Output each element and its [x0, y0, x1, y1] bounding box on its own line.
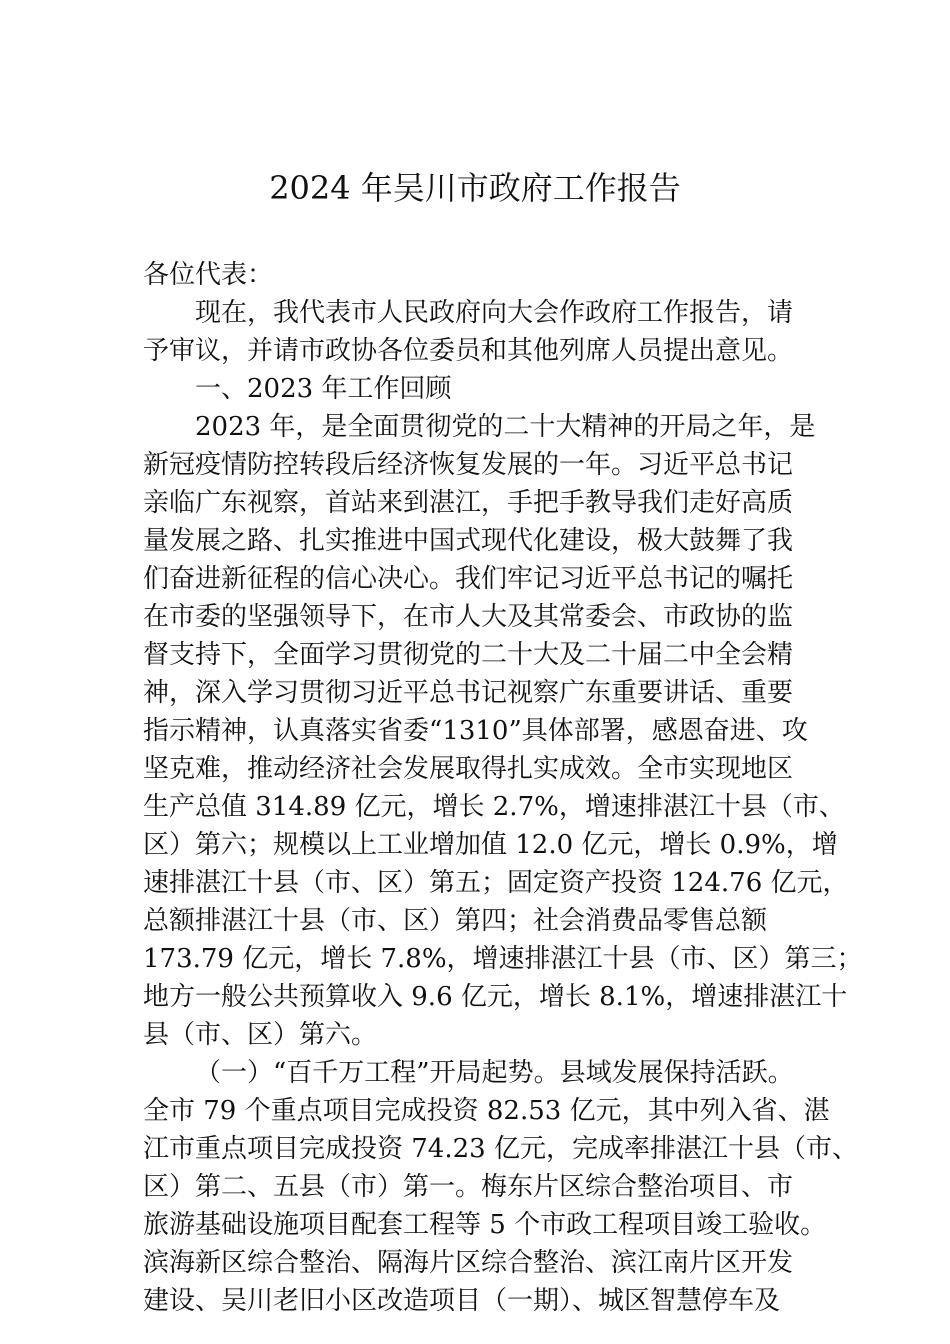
paragraph-line: 地方一般公共预算收入 9.6 亿元，增长 8.1%，增速排湛江十: [143, 982, 848, 1012]
paragraph-line: 亲临广东视察，首站来到湛江，手把手教导我们走好高质: [143, 488, 794, 518]
paragraph-line: 在市委的坚强领导下，在市人大及其常委会、市政协的监: [143, 602, 794, 632]
paragraph-line: 予审议，并请市政协各位委员和其他列席人员提出意见。: [143, 336, 794, 366]
paragraph-line: 坚克难，推动经济社会发展取得扎实成效。全市实现地区: [143, 754, 794, 784]
document-title: 2024 年吴川市政府工作报告: [269, 169, 681, 207]
paragraph-line: 旅游基础设施项目配套工程等 5 个市政工程项目竣工验收。: [143, 1210, 827, 1240]
paragraph-line: 滨海新区综合整治、隔海片区综合整治、滨江南片区开发: [143, 1248, 794, 1278]
paragraph-line: 量发展之路、扎实推进中国式现代化建设，极大鼓舞了我: [143, 526, 794, 556]
paragraph-line: 全市 79 个重点项目完成投资 82.53 亿元，其中列入省、湛: [143, 1096, 830, 1126]
paragraph-line: 建设、吴川老旧小区改造项目（一期）、城区智慧停车及: [143, 1286, 781, 1316]
paragraph-line: 县（市、区）第六。: [143, 1020, 378, 1050]
paragraph-line: 现在，我代表市人民政府向大会作政府工作报告，请: [195, 298, 794, 328]
paragraph-line: 区）第二、五县（市）第一。梅东片区综合整治项目、市: [143, 1172, 794, 1202]
paragraph-line: 指示精神，认真落实省委“1310”具体部署，感恩奋进、攻: [143, 716, 808, 746]
paragraph-line: 总额排湛江十县（市、区）第四；社会消费品零售总额: [143, 906, 768, 936]
document-body: [143, 256, 863, 1320]
paragraph-line: 神，深入学习贯彻习近平总书记视察广东重要讲话、重要: [143, 678, 794, 708]
paragraph-line: 速排湛江十县（市、区）第五；固定资产投资 124.76 亿元，: [143, 868, 849, 898]
paragraph-line: 2023 年，是全面贯彻党的二十大精神的开局之年，是: [195, 412, 816, 442]
paragraph-line: 生产总值 314.89 亿元，增长 2.7%，增速排湛江十县（市、: [143, 792, 845, 822]
paragraph-line: 们奋进新征程的信心决心。我们牢记习近平总书记的嘱托: [143, 564, 794, 594]
paragraph-line: 新冠疫情防控转段后经济恢复发展的一年。习近平总书记: [143, 450, 794, 480]
section-heading: 一、2023 年工作回顾: [195, 374, 452, 404]
paragraph-line: 区）第六；规模以上工业增加值 12.0 亿元，增长 0.9%，增: [143, 830, 838, 860]
paragraph-line: 督支持下，全面学习贯彻党的二十大及二十届二中全会精: [143, 640, 794, 670]
paragraph-line: 江市重点项目完成投资 74.23 亿元，完成率排湛江十县（市、: [143, 1134, 858, 1164]
paragraph-line: 173.79 亿元，增长 7.8%，增速排湛江十县（市、区）第三；: [143, 944, 863, 974]
subsection-heading-line: （一）“百千万工程”开局起势。县域发展保持活跃。: [195, 1058, 794, 1088]
salutation-line: 各位代表：: [143, 260, 274, 290]
